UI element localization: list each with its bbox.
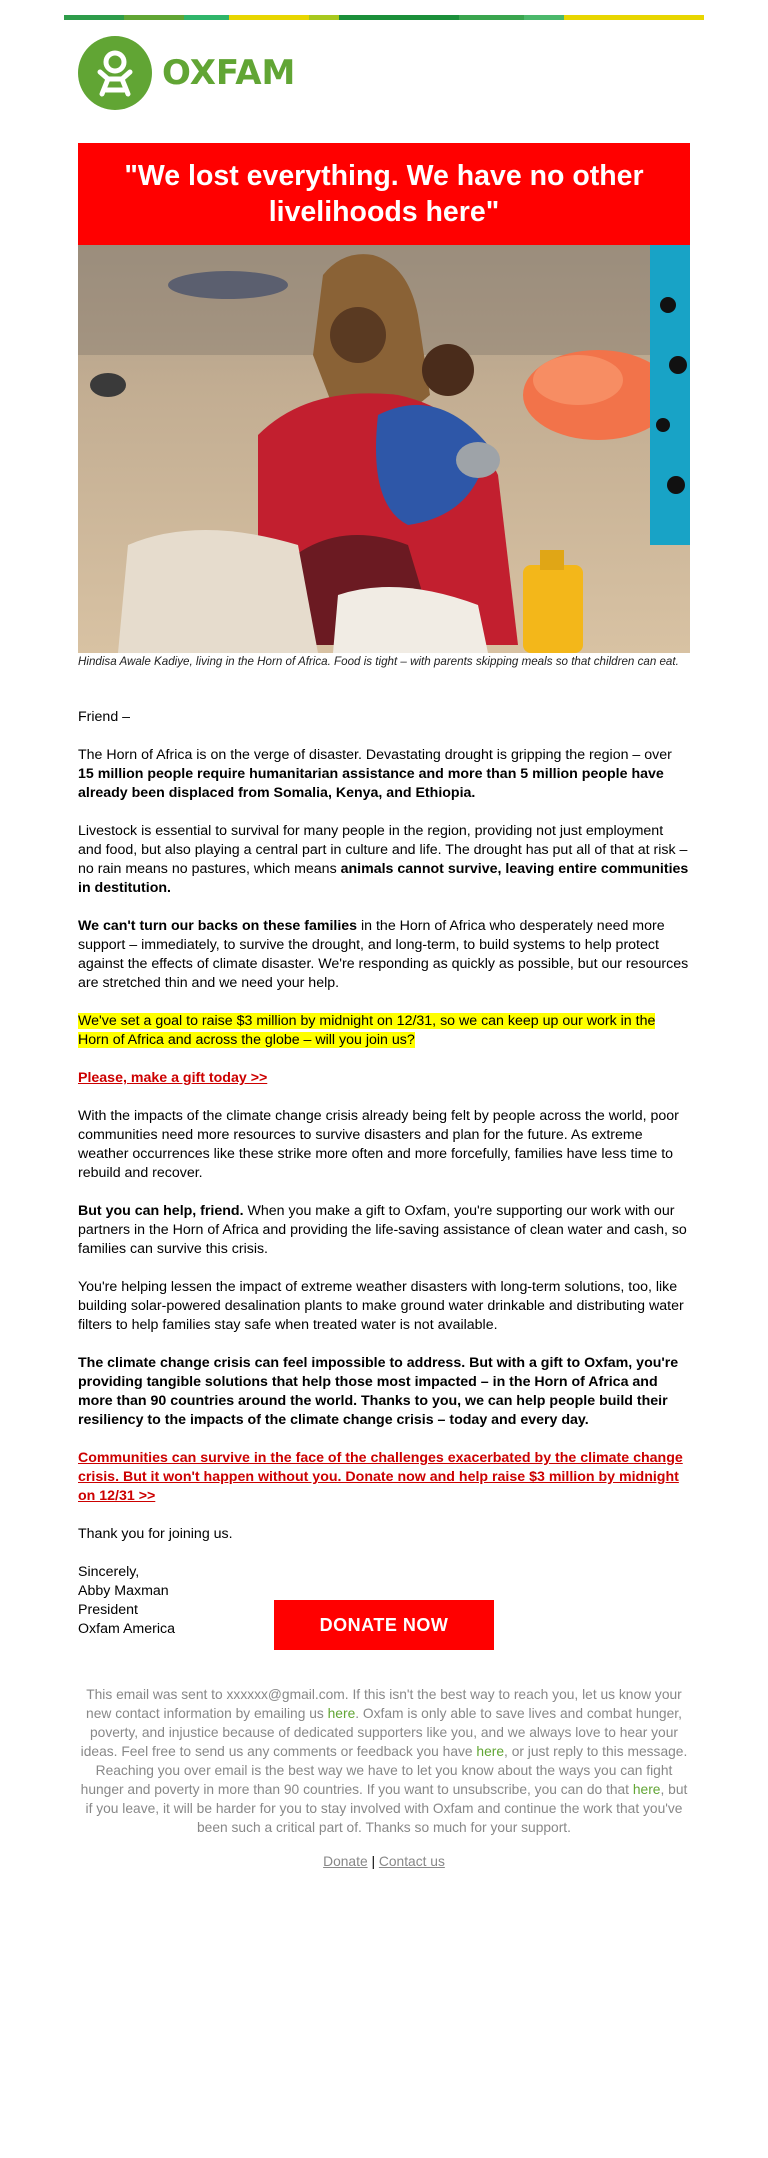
signer-name: Abby Maxman — [78, 1583, 169, 1599]
unsubscribe-link[interactable]: here — [632, 1782, 661, 1797]
oxfam-icon — [78, 36, 152, 110]
paragraph-1: The Horn of Africa is on the verge of disaster. Devastating drought is gripping the region – over 15 million people require humanitarian assistance and more than 5 million people have already been displaced from Somalia, Kenya, and Ethiopia. — [78, 747, 672, 801]
thanks-line: Thank you for joining us. — [78, 1526, 233, 1542]
hero-photo — [78, 245, 690, 653]
paragraph-8: The climate change crisis can feel impossible to address. But with a gift to Oxfam, you're providing tangible solutions that help those most impacted – in the Horn of Africa and more than 90 countries around the world. Thanks to you, we can help people build their resiliency to the impacts of the climate change crisis – today and every day. — [78, 1355, 679, 1428]
greeting: Friend – — [78, 709, 131, 725]
letter-body — [78, 708, 690, 1639]
paragraph-6: But you can help, friend. When you make a gift to Oxfam, you're supporting our work with our partners in the Horn of Africa and providing the life-saving assistance of clean water and cash, so families can survive this crisis. — [78, 1203, 687, 1257]
paragraph-7: You're helping lessen the impact of extreme weather disasters with long-term solutions, too, like building solar-powered desalination plants to make ground water drinkable and distributing water filters to help families stay safe when treated water is not available. — [78, 1279, 684, 1333]
footer-links — [0, 1854, 768, 1869]
goal-paragraph: We've set a goal to raise $3 million by midnight on 12/31, so we can keep up our work in the Horn of Africa and across the globe – will you join us? — [78, 1013, 656, 1048]
color-stripe — [64, 15, 704, 20]
closing-link-paragraph — [78, 1449, 690, 1506]
paragraph-5: With the impacts of the climate change crisis already being felt by people across the world, poor communities need more resources to survive disasters and plan for the future. As extreme weather occurrences like these strike more often and more forcefully, families have less time to rebuild and recover. — [78, 1108, 679, 1181]
footer-separator: | — [371, 1854, 376, 1869]
paragraph-2: Livestock is essential to survival for many people in the region, providing not just employment and food, but also playing a central part in culture and life. The drought has put all of that at risk – no rain means no pastures, which means animals cannot survive, leaving entire communities in destitution. — [78, 823, 689, 896]
signer-title: President — [78, 1602, 138, 1618]
feedback-link[interactable]: here — [476, 1744, 505, 1759]
logo-wordmark: OXFAM — [162, 53, 296, 93]
headline-title: "We lost everything. We have no other livelihoods here" — [124, 160, 644, 228]
donate-now-button[interactable]: DONATE NOW — [274, 1600, 494, 1650]
signer-org: Oxfam America — [78, 1621, 175, 1637]
headline-banner — [78, 143, 690, 245]
gift-link[interactable]: Please, make a gift today >> — [78, 1070, 268, 1086]
photo-caption: Hindisa Awale Kadiye, living in the Horn of Africa. Food is tight – with parents skipping meals so that children can eat. — [78, 655, 679, 668]
footer-contact-link[interactable]: Contact us — [378, 1854, 445, 1869]
footer-donate-link[interactable]: Donate — [323, 1854, 368, 1869]
paragraph-3: We can't turn our backs on these families in the Horn of Africa who desperately need more support – immediately, to survive the drought, and long-term, to build systems to help protect against the effects of climate disaster. We're responding as quickly as possible, but our resources are stretched thin and we need your help. — [78, 918, 689, 991]
gift-link-paragraph — [78, 1069, 690, 1088]
footer-notice: This email was sent to xxxxxx@gmail.com. If this isn't the best way to reach you, let us know your new contact information by emailing us here. Oxfam is only able to save lives and combat hunger, poverty, and injustice because of dedicated supporters like you, and we always love to hear your ideas. Feel free to send us any comments or feedback you have here, or just reply to this message. Reaching you over email is the best way we have to let you know about the ways you can fight hunger and poverty in more than 90 countries. If you want to unsubscribe, you can do that here, but if you leave, it will be harder for you to stay involved with Oxfam and continue the work that you've been such a critical part of. Thanks so much for your support. — [80, 1687, 688, 1835]
signoff: Sincerely, — [78, 1564, 140, 1580]
closing-donate-link[interactable]: Communities can survive in the face of the challenges exacerbated by the climate change crisis. But it won't happen without you. Donate now and help raise $3 million by midnight on 12/31 >> — [78, 1450, 683, 1504]
oxfam-logo[interactable] — [78, 36, 295, 110]
contact-info-link[interactable]: here — [327, 1706, 356, 1721]
